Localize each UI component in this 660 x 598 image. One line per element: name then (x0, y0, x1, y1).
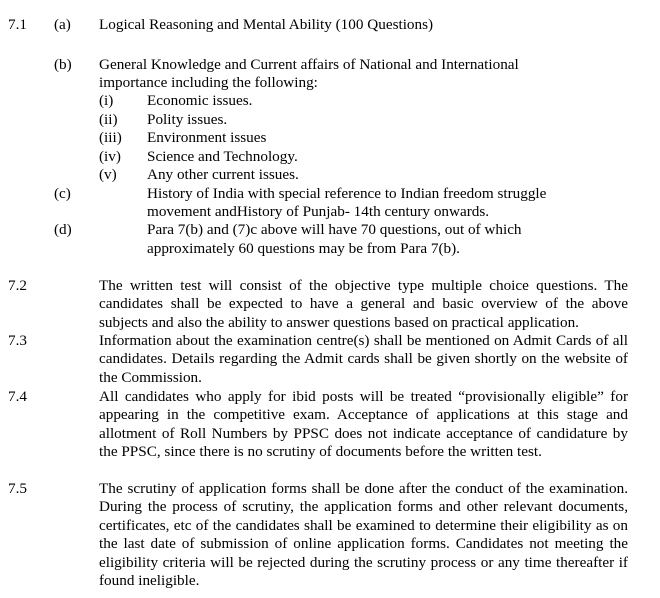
subitem-label: (ii) (99, 111, 118, 128)
section-7-5-paragraph: The scrutiny of application forms shall be done after the conduct of the examination. During the process of scrutiny, the application forms and other relevant documents, certificates, etc of the candidates shall be examined to determine their eligibility as on the last date of submission of online application forms. Candidates not meeting the eligibility criteria will be rejected during the scrutiny process or any time thereafter if found ineligible. (99, 480, 628, 590)
item-a-text: Logical Reasoning and Mental Ability (100 Questions) (99, 16, 434, 33)
section-number-7-2: 7.2 (8, 277, 27, 294)
item-c-line2: movement andHistory of Punjab- 14th century onwards. (147, 203, 490, 220)
subitem-text: Environment issues (147, 129, 267, 146)
section-number-7-1: 7.1 (8, 16, 27, 33)
subitem-text: Economic issues. (147, 92, 253, 109)
section-7-3-paragraph: Information about the examination centre(s) shall be mentioned on Admit Cards of all candidates. Details regarding the Admit cards shall be given shortly on the website of the Commission. (99, 332, 628, 386)
section-number-7-4: 7.4 (8, 388, 27, 405)
section-7-4-paragraph: All candidates who apply for ibid posts will be treated “provisionally eligible” for appearing in the competitive exam. Acceptance of applications at this stage and allotment of Roll Numbers by PPSC does not indicate acceptance of candidature by the PPSC, since there is no scrutiny of documents before the written test. (99, 388, 628, 461)
item-d-line2: approximately 60 questions may be from Para 7(b). (147, 240, 460, 257)
item-d-line1: Para 7(b) and (7)c above will have 70 questions, out of which (147, 221, 522, 238)
subitem-text: Any other current issues. (147, 166, 299, 183)
section-7-2-paragraph: The written test will consist of the objective type multiple choice questions. The candidates shall be expected to have a general and basic overview of the above subjects and also the ability to answer questions based on practical application. (99, 277, 628, 331)
subitem-label: (i) (99, 92, 114, 109)
subitem-label: (iv) (99, 148, 121, 165)
item-d-label: (d) (54, 221, 72, 238)
item-b-label: (b) (54, 56, 72, 73)
item-b-line1: General Knowledge and Current affairs of National and International (99, 56, 519, 73)
subitem-label: (v) (99, 166, 117, 183)
subitem-label: (iii) (99, 129, 122, 146)
subitem-text: Science and Technology. (147, 148, 298, 165)
item-c-line1: History of India with special reference to Indian freedom struggle (147, 185, 547, 202)
item-c-label: (c) (54, 185, 71, 202)
section-number-7-5: 7.5 (8, 480, 27, 497)
item-a-label: (a) (54, 16, 71, 33)
section-number-7-3: 7.3 (8, 332, 27, 349)
subitem-text: Polity issues. (147, 111, 228, 128)
item-b-line2: importance including the following: (99, 74, 318, 91)
